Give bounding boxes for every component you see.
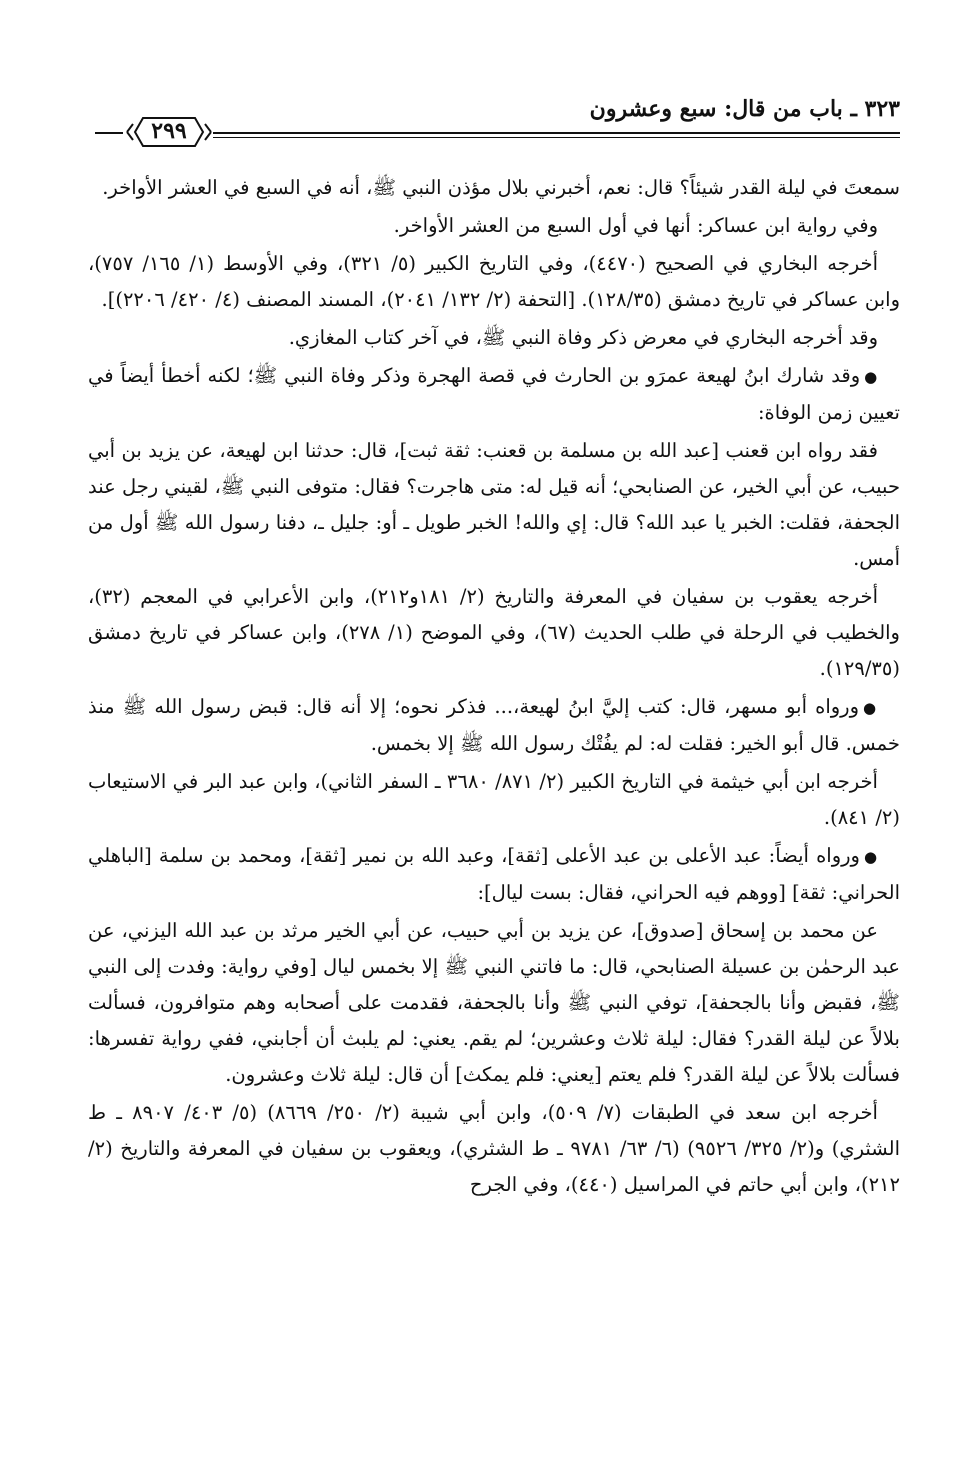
paragraph: [88, 838, 900, 911]
paragraph-text: أخرجه البخاري في الصحيح (٤٤٧٠)، وفي التاريخ الكبير (٥/ ٣٢١)، وفي الأوسط (١/ ١٦٥/ ٧٥٧)، وابن عساكر في تاريخ دمشق (١٢٨/٣٥). [التحفة (٢/ ١٣٢/ ٢٠٤١)، المسند المصنف (٤/ ٤٢٠/ ٢٢٠٦)].: [88, 252, 900, 311]
header-rule-thin: [213, 137, 900, 138]
paragraph: [88, 170, 900, 206]
bullet-icon: ●: [863, 848, 878, 866]
paragraph: [88, 579, 900, 687]
header-rule: [213, 132, 900, 134]
paragraph-text: ورواه أيضاً: عبد الأعلى بن عبد الأعلى [ثقة]، وعبد الله بن نمير [ثقة]، ومحمد بن سلمة [الباهلي الحراني: ثقة] [ووهم فيه الحراني، فقال: بست ليال]:: [88, 844, 900, 904]
paragraph-text: وقد أخرجه البخاري في معرض ذكر وفاة النبي ﷺ، في آخر كتاب المغازي.: [288, 326, 878, 349]
bullet-icon: ●: [864, 368, 879, 386]
paragraph-text: عن محمد بن إسحاق [صدوق]، عن يزيد بن أبي حبيب، عن أبي الخير مرثد بن عبد الله اليزني، عن عبد الرحمٰن بن عسيلة الصنابحي، قال: ما فاتني النبي ﷺ إلا بخمس ليال [وفي رواية: وفدت إلى النبي ﷺ، فقبض وأنا بالجحفة]، توفي النبي ﷺ وأنا بالجحفة، فقدمت على أصحابه وهم متوافرون، فسألت بلالاً عن ليلة القدر؟ فقال: ليلة ثلاث وعشرين؛ لم يقم. يعني: لم يلبث أن أجابني، ففي رواية تفسرها: فسألت بلالاً عن ليلة القدر؟ فلم يعتم [يعني: فلم يمكث] أن قال: ليلة ثلاث وعشرون.: [88, 919, 900, 1086]
page-body: [88, 170, 900, 1205]
paragraph: [88, 358, 900, 431]
paragraph: [88, 764, 900, 836]
paragraph: [88, 433, 900, 577]
paragraph: [88, 246, 900, 318]
page-header: [95, 92, 900, 152]
paragraph: [88, 689, 900, 762]
page-number-badge: [125, 110, 213, 154]
paragraph-text: سمعتَ في ليلة القدر شيئاً؟ قال: نعم، أخبرني بلال مؤذن النبي ﷺ، أنه في السبع في العشر الأواخر.: [102, 176, 900, 199]
page-number: ٢٩٩: [151, 118, 187, 144]
paragraph-text: وقد شارك ابنُ لهيعة عمرَو بن الحارث في قصة الهجرة وذكر وفاة النبي ﷺ؛ لكنه أخطأ أيضاً في تعيين زمن الوفاة:: [88, 364, 900, 424]
paragraph: [88, 208, 900, 244]
paragraph-text: فقد رواه ابن قعنب [عبد الله بن مسلمة بن قعنب: ثقة ثبت]، قال: حدثنا ابن لهيعة، عن يزيد بن أبي حبيب، عن أبي الخير، عن الصنابحي؛ أنه قيل له: متى هاجرت؟ فقال: متوفى النبي ﷺ، لقيني رجل عند الجحفة، فقلت: الخبر يا عبد الله؟ قال: إي والله! الخبر طويل ـ أو: جليل ـ، دفنا رسول الله ﷺ أول من أمس.: [88, 439, 900, 570]
paragraph-text: وفي رواية ابن عساكر: أنها في أول السبع من العشر الأواخر.: [393, 214, 878, 237]
paragraph: [88, 913, 900, 1093]
paragraph-text: ورواه أبو مسهر، قال: كتب إليَّ ابنُ لهيعة،... فذكر نحوه؛ إلا أنه قال: قبض رسول الله ﷺ منذ خمس. قال أبو الخير: فقلت له: لم يفُتْك رسول الله ﷺ إلا بخمس.: [88, 695, 900, 755]
bullet-icon: ●: [863, 699, 878, 717]
paragraph-text: أخرجه ابن سعد في الطبقات (٧/ ٥٠٩)، وابن أبي شيبة (٢/ ٢٥٠/ ٨٦٦٩) (٥/ ٤٠٣/ ٨٩٠٧ ـ ط الشثري) و(٢/ ٣٢٥/ ٩٥٢٦) (٦/ ٦٣/ ٩٧٨١ ـ ط الشثري)، ويعقوب بن سفيان في المعرفة والتاريخ (٢/ ٢١٢)، وابن أبي حاتم في المراسيل (٤٤٠)، وفي الجرح: [88, 1101, 900, 1196]
paragraph: [88, 1095, 900, 1203]
header-rule-left: [95, 132, 123, 134]
paragraph-text: أخرجه يعقوب بن سفيان في المعرفة والتاريخ (٢/ ١٨١و٢١٢)، وابن الأعرابي في المعجم (٣٢)، والخطيب في الرحلة في طلب الحديث (٦٧)، وفي الموضح (١/ ٢٧٨)، وابن عساكر في تاريخ دمشق (١٢٩/٣٥).: [88, 585, 900, 680]
paragraph: [88, 320, 900, 356]
paragraph-text: أخرجه ابن أبي خيثمة في التاريخ الكبير (٢/ ٨٧١/ ٣٦٨٠ ـ السفر الثاني)، وابن عبد البر في الاستيعاب (٢/ ٨٤١).: [88, 770, 900, 829]
chapter-title: ٣٢٣ ـ باب من قال: سبع وعشرون: [589, 96, 900, 122]
